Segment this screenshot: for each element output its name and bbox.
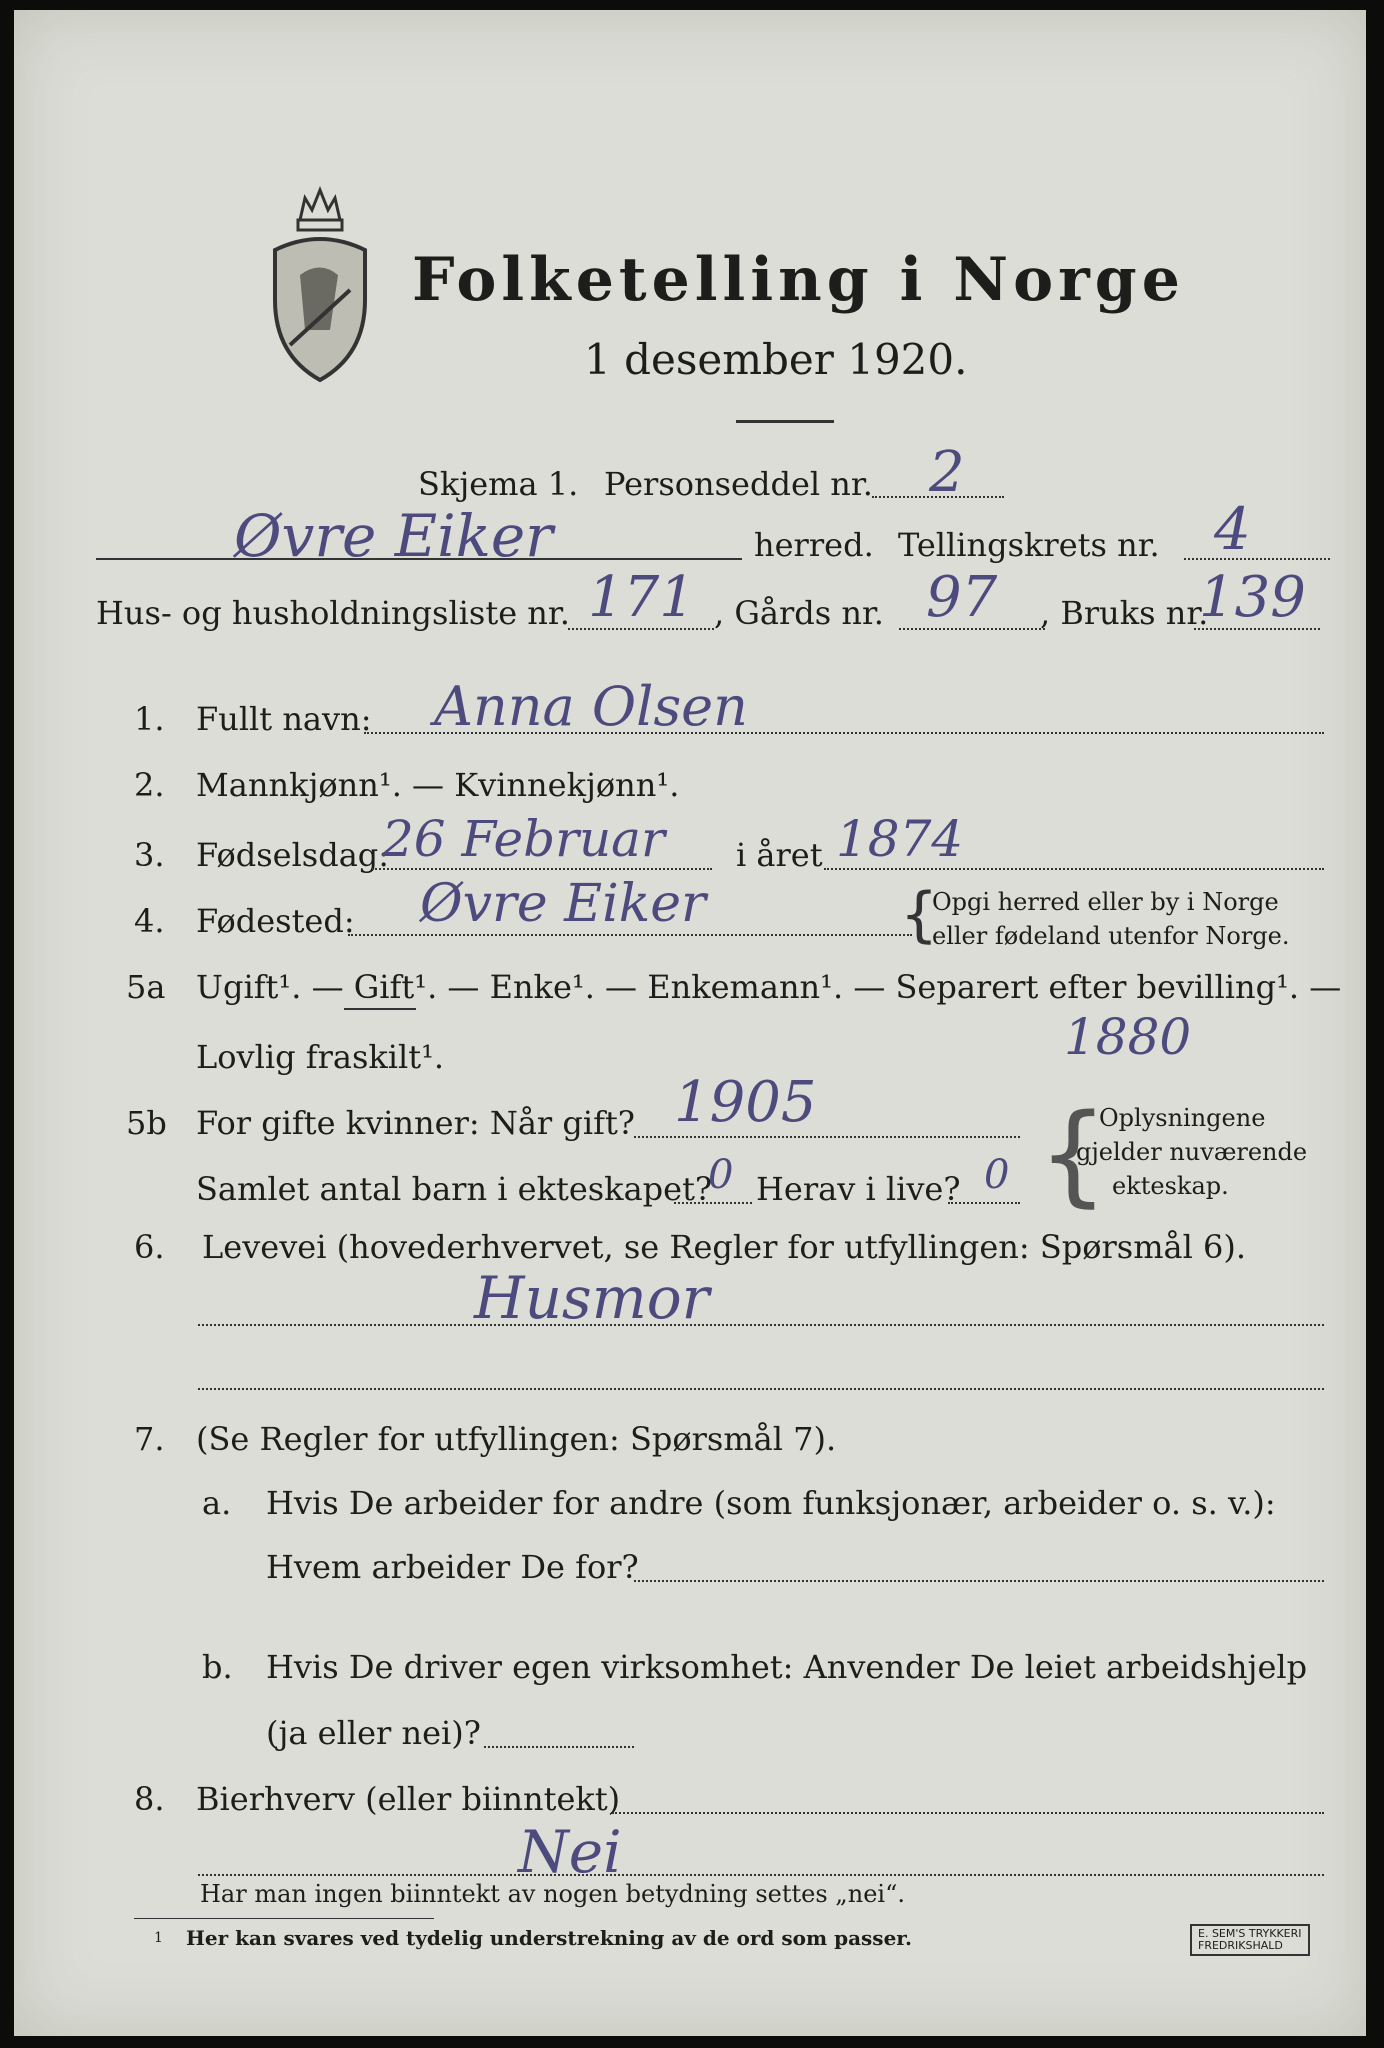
birth-year-label: i året (736, 836, 823, 874)
occupation-label: Levevei (hovederhvervet, se Regler for utfyllingen: Spørsmål 6). (202, 1228, 1247, 1266)
divorced-option: Lovlig fraskilt¹. (196, 1038, 445, 1076)
birthday-value[interactable]: 26 Februar (382, 810, 665, 868)
birthplace-value[interactable]: Øvre Eiker (420, 874, 706, 934)
q3-number: 3. (134, 836, 165, 874)
gender-label: Mannkjønn¹. — Kvinnekjønn¹. (196, 766, 680, 804)
birthplace-note-2: eller fødeland utenfor Norge. (932, 922, 1290, 950)
q7-label: (Se Regler for utfyllingen: Spørsmål 7). (196, 1420, 837, 1458)
husliste-label: Hus- og husholdningsliste nr. (96, 594, 570, 632)
occupation-line-2 (198, 1388, 1324, 1390)
side-income-label: Bierhverv (eller biinntekt) (196, 1780, 621, 1818)
personseddel-value[interactable]: 2 (929, 440, 965, 505)
marital-margin-note: 1880 (1064, 1008, 1192, 1066)
full-name-value[interactable]: Anna Olsen (434, 675, 748, 738)
alive-label: Herav i live? (756, 1170, 961, 1208)
gards-value[interactable]: 97 (926, 565, 998, 630)
printer-stamp-line-2: FREDRIKSHALD (1198, 1939, 1283, 1952)
q4-number: 4. (134, 902, 165, 940)
tellingskrets-label: Tellingskrets nr. (898, 526, 1160, 564)
side-income-note: Har man ingen biinntekt av nogen betydning settes „nei“. (200, 1880, 905, 1908)
children-label: Samlet antal barn i ekteskapet? (196, 1170, 713, 1208)
schema-label: Skjema 1. (418, 465, 579, 503)
footnote-mark: 1 (154, 1930, 163, 1946)
married-when-value[interactable]: 1905 (674, 1070, 817, 1135)
birthplace-line (348, 934, 912, 936)
personseddel-label: Personseddel nr. (604, 465, 873, 503)
footnote-divider (134, 1918, 434, 1919)
q7b-letter: b. (202, 1648, 233, 1686)
birth-year-value[interactable]: 1874 (836, 810, 964, 868)
marriage-note-1: Oplysningene (1099, 1104, 1266, 1132)
tellingskrets-line (1184, 558, 1330, 560)
birthplace-label: Fødested: (196, 902, 355, 940)
employer-line (634, 1580, 1324, 1582)
husliste-value[interactable]: 171 (588, 565, 695, 630)
census-date: 1 desember 1920. (584, 335, 968, 384)
herred-label: herred. (754, 526, 874, 564)
side-income-line-2 (198, 1874, 1324, 1876)
marriage-note-2: gjelder nuværende (1076, 1138, 1308, 1166)
children-line (674, 1202, 752, 1204)
occupation-line-1 (198, 1324, 1324, 1326)
birthday-label: Fødselsdag: (196, 836, 390, 874)
gift-underline (344, 1008, 416, 1010)
alive-value[interactable]: 0 (984, 1152, 1010, 1198)
hired-help-line (484, 1746, 634, 1748)
footnote-text: Her kan svares ved tydelig understrekning av de ord som passer. (186, 1926, 912, 1950)
printer-stamp (1190, 1924, 1310, 1956)
tellingskrets-value[interactable]: 4 (1214, 495, 1251, 563)
birthplace-note-1: Opgi herred eller by i Norge (932, 888, 1279, 916)
marital-status-options: Ugift¹. — Gift¹. — Enke¹. — Enkemann¹. — Separert efter bevilling¹. — (196, 968, 1342, 1006)
q5a-number: 5a (126, 968, 166, 1006)
marriage-brace: { (1038, 1090, 1108, 1218)
full-name-label: Fullt navn: (196, 700, 372, 738)
herred-value[interactable]: Øvre Eiker (234, 502, 553, 570)
alive-line (948, 1202, 1020, 1204)
q5b-number: 5b (126, 1104, 167, 1142)
employer-question: Hvis De arbeider for andre (som funksjonær, arbeider o. s. v.): (266, 1484, 1276, 1522)
married-when-label: For gifte kvinner: Når gift? (196, 1104, 635, 1142)
occupation-value[interactable]: Husmor (474, 1264, 710, 1332)
q7-number: 7. (134, 1420, 165, 1458)
q6-number: 6. (134, 1228, 165, 1266)
coat-of-arms-icon (260, 180, 380, 390)
side-income-value[interactable]: Nei (518, 1818, 622, 1886)
children-value[interactable]: 0 (708, 1152, 734, 1198)
form-title: Folketelling i Norge (412, 245, 1185, 315)
q8-number: 8. (134, 1780, 165, 1818)
q7a-letter: a. (202, 1484, 232, 1522)
married-when-line (634, 1136, 1020, 1138)
own-business-question: Hvis De driver egen virksomhet: Anvender De leiet arbeidshjelp (266, 1648, 1308, 1686)
hired-help-label: (ja eller nei)? (266, 1714, 481, 1752)
gards-label: , Gårds nr. (714, 594, 884, 632)
marriage-note-3: ekteskap. (1112, 1172, 1229, 1200)
printer-stamp-line-1: E. SEM'S TRYKKERI (1198, 1927, 1302, 1940)
title-divider (736, 420, 834, 423)
q2-number: 2. (134, 766, 165, 804)
bruks-value[interactable]: 139 (1199, 565, 1306, 630)
birthday-line (372, 868, 712, 870)
employer-label: Hvem arbeider De for? (266, 1548, 639, 1586)
birthplace-brace: { (900, 880, 939, 950)
census-form (14, 10, 1366, 2036)
birth-year-line (824, 868, 1324, 870)
side-income-line-1 (612, 1812, 1324, 1814)
bruks-label: , Bruks nr. (1040, 594, 1209, 632)
q1-number: 1. (134, 700, 165, 738)
